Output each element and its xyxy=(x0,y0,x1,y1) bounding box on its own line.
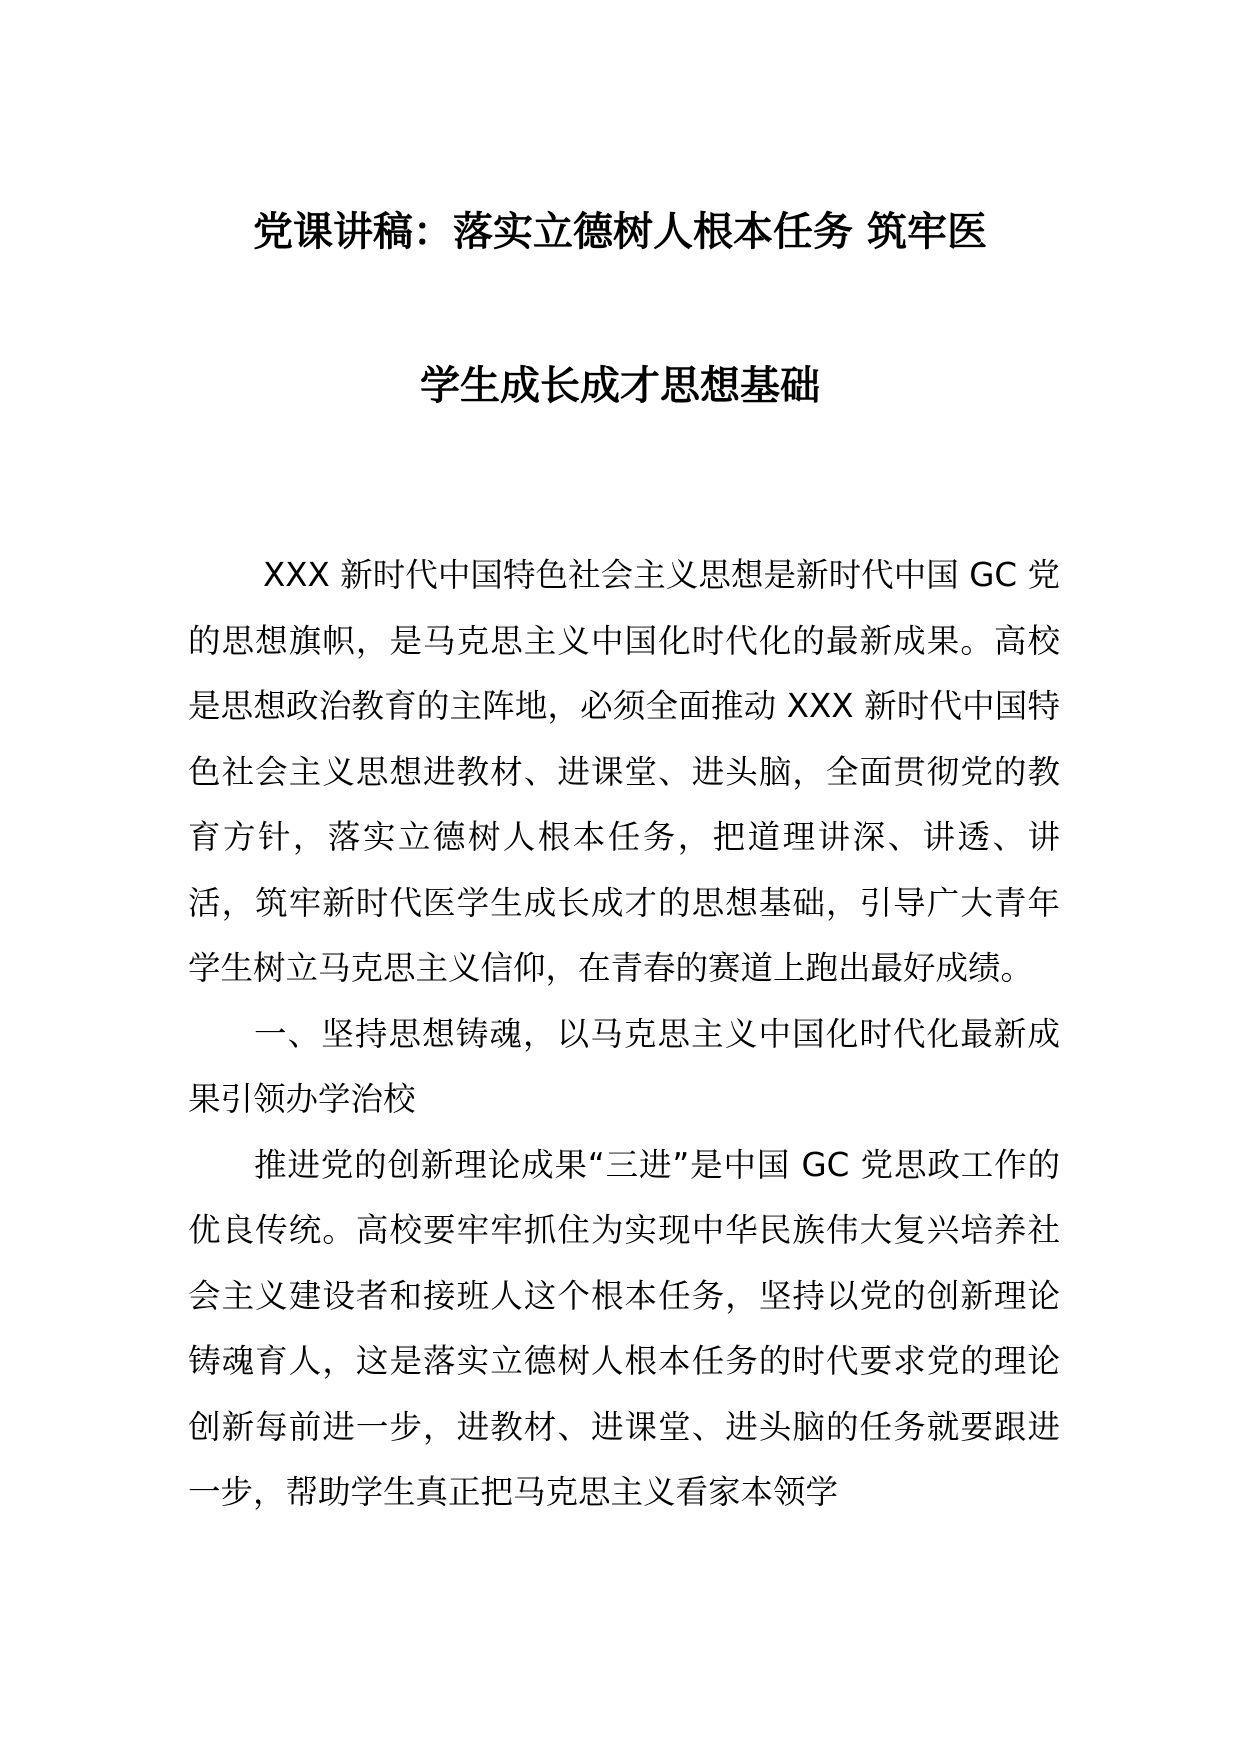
section-1-paragraph: 推进党的创新理论成果“三进”是中国 GC 党思政工作的优良传统。高校要牢牢抓住为实现中华民族伟大复兴培养社会主义建设者和接班人这个根本任务，坚持以党的创新理论铸魂育人，这是落实立德树人根本任务的时代要求党的理论创新每前进一步，进教材、进课堂、进头脑的任务就要跟进一步，帮助学生真正把马克思主义看家本领学 xyxy=(188,1145,1060,1511)
document-title-line-1: 党课讲稿：落实立德树人根本任务 筑牢医 xyxy=(253,209,987,255)
section-heading-1: 一、坚持思想铸魂，以马克思主义中国化时代化最新成果引领办学治校 xyxy=(188,1014,1060,1118)
document-title-line-2: 学生成长成才思想基础 xyxy=(420,363,820,409)
intro-paragraph: XXX 新时代中国特色社会主义思想是新时代中国 GC 党的思想旗帜，是马克思主义中国化时代化的最新成果。高校是思想政治教育的主阵地，必须全面推动 XXX 新时代中国特色社会主义思想进教材、进课堂、进头脑，全面贯彻党的教育方针，落实立德树人根本任务，把道理讲深、讲透、讲活，筑牢新时代医学生成长成才的思想基础，引导广大青年学生树立马克思主义信仰，在青春的赛道上跑出最好成绩。 xyxy=(188,556,1060,987)
document-body xyxy=(188,543,1060,1526)
